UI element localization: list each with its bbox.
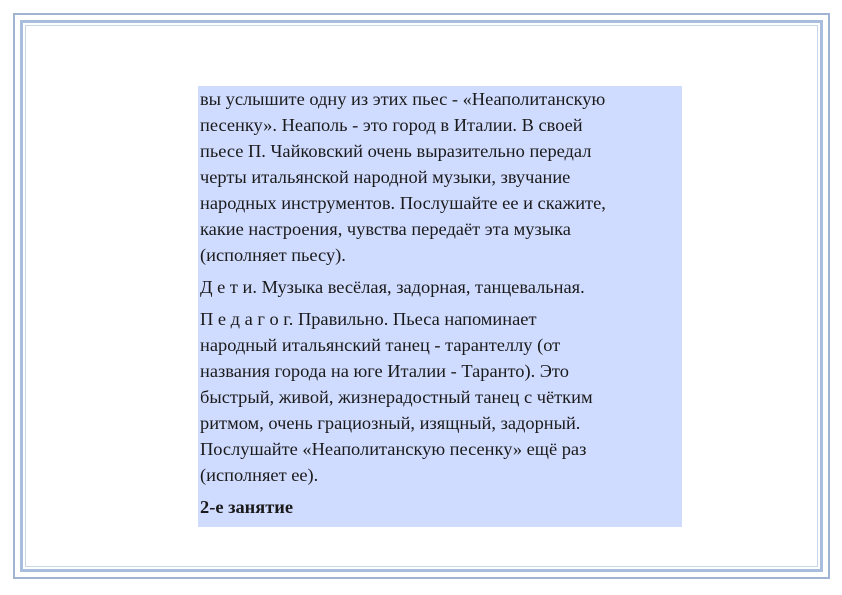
text-line: народный итальянский танец - тарантеллу (от [200, 335, 561, 355]
text-line: вы услышите одну из этих пьес - «Неаполитанскую [200, 89, 606, 109]
text-line: П е д а г о г. Правильно. Пьеса напоминает [200, 309, 537, 329]
text-line: черты итальянской народной музыки, звучание [200, 167, 571, 187]
text-box [198, 86, 682, 527]
paragraph-children [200, 274, 679, 300]
text-line: песенку». Неаполь - это город в Италии. В своей [200, 115, 583, 135]
text-line: быстрый, живой, жизнерадостный танец с чётким [200, 387, 593, 407]
paragraph-intro [200, 86, 679, 268]
text-line: какие настроения, чувства передаёт эта музыка [200, 219, 571, 239]
text-line: (исполняет пьесу). [200, 245, 346, 265]
text-line: народных инструментов. Послушайте ее и скажите, [200, 193, 606, 213]
text-line: (исполняет ее). [200, 465, 319, 485]
text-line: пьесе П. Чайковский очень выразительно передал [200, 141, 592, 161]
text-line: ритмом, очень грациозный, изящный, задорный. [200, 413, 581, 433]
paragraph-teacher [200, 306, 679, 488]
text-line: Послушайте «Неаполитанскую песенку» ещё раз [200, 439, 587, 459]
section-heading: 2-е занятие [200, 497, 294, 517]
text-line: названия города на юге Италии - Таранто). Это [200, 361, 569, 381]
text-line: Д е т и. Музыка весёлая, задорная, танцевальная. [200, 277, 585, 297]
